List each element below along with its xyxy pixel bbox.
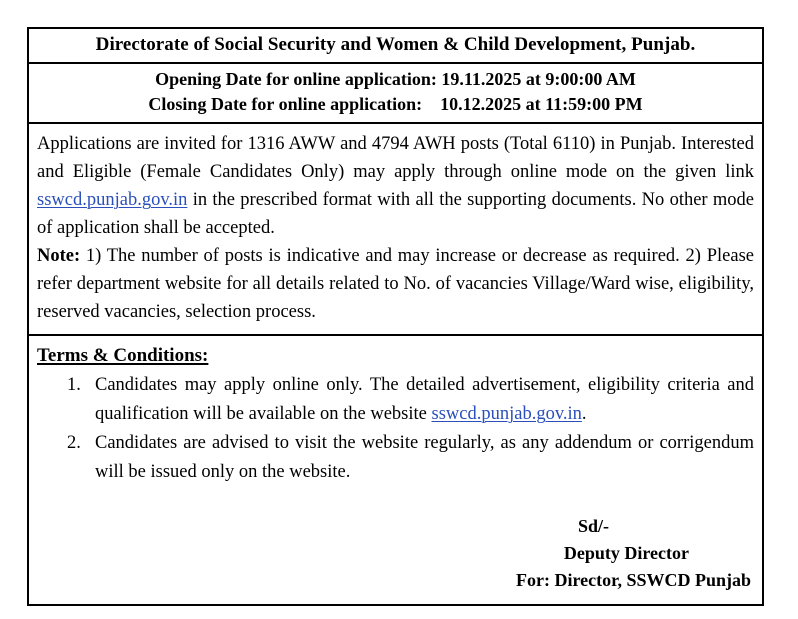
closing-date-line: Closing Date for online application: 10.12.2025 at 11:59:00 PM [148,94,643,114]
applications-paragraph-part1: Applications are invited for 1316 AWW and 4794 AWH posts (Total 6110) in Punjab. Interested and Eligible (Female Candidates Only) may apply through online mode on the given link [37,134,754,182]
signature-authority: For: Director, SSWCD Punjab [516,570,751,590]
terms-list [37,371,754,487]
terms-row [29,336,762,604]
signature-sd: Sd/- [577,516,609,536]
note-text: 1) The number of posts is indicative and may increase or decrease as required. 2) Please refer department website for all details related to No. of vacancies Village/Ward wise, eligibility, reserved vacancies, selection process. [37,246,754,322]
opening-date-line: Opening Date for online application: 19.11.2025 at 9:00:00 AM [155,69,636,89]
applications-paragraph-part2: in the prescribed format with all the supporting documents. No other mode of application shall be accepted. [37,190,754,238]
note-paragraph [37,242,754,326]
signature-block [37,513,754,594]
page-title: Directorate of Social Security and Women & Child Development, Punjab. [95,34,696,55]
header-dates-row [29,64,762,124]
terms-item-2-text: Candidates are advised to visit the website regularly, as any addendum or corrigendum will be issued only on the website. [95,433,754,482]
terms-item-1-text-after-link: . [581,404,587,424]
terms-item-1-text-before-link: Candidates may apply online only. The detailed advertisement, eligibility criteria and qualification will be available on the website [95,375,754,424]
header-title-row [29,29,762,64]
terms-list-item [95,371,754,429]
note-label: Note: [37,246,81,266]
terms-list-item [95,429,754,487]
applications-paragraph [37,130,754,242]
sswcd-website-link[interactable]: sswcd.punjab.gov.in [37,190,188,210]
notice-box [27,27,764,606]
terms-heading: Terms & Conditions: [37,345,209,366]
sswcd-website-link-terms[interactable]: sswcd.punjab.gov.in [431,404,582,424]
signature-designation: Deputy Director [563,543,689,563]
body-row [29,124,762,336]
